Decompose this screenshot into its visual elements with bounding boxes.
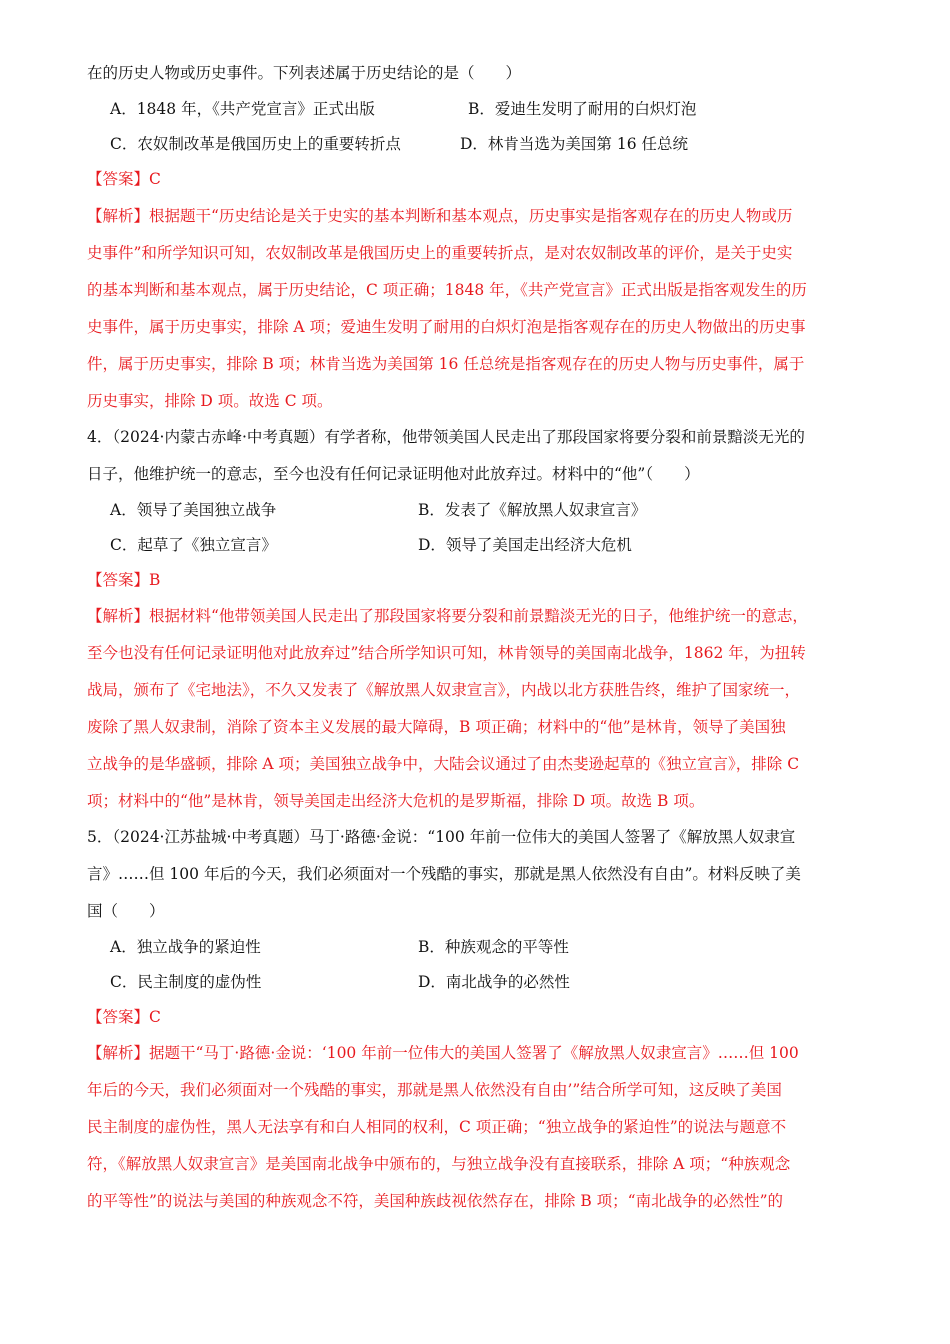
q5-option-a: A．独立战争的紧迫性 xyxy=(110,938,261,956)
q3-option-b: B．爱迪生发明了耐用的白炽灯泡 xyxy=(468,100,697,118)
q4-analysis-line: 【解析】根据材料“他带领美国人民走出了那段国家将要分裂和前景黯淡无光的日子，他维护统一的意志， xyxy=(87,607,808,625)
q5-option-b: B．种族观念的平等性 xyxy=(418,938,569,956)
q4-option-c: C．起草了《独立宣言》 xyxy=(110,536,277,554)
q5-option-d: D．南北战争的必然性 xyxy=(418,973,570,991)
q5-answer: 【答案】C xyxy=(87,1008,161,1026)
q3-option-d: D．林肯当选为美国第 16 任总统 xyxy=(460,135,689,153)
q5-analysis-line: 的平等性”的说法与美国的种族观念不符，美国种族歧视依然存在，排除 B 项；“南北战争的必然性”的 xyxy=(87,1192,784,1210)
q3-option-c: C．农奴制改革是俄国历史上的重要转折点 xyxy=(110,135,401,153)
q5-option-c: C．民主制度的虚伪性 xyxy=(110,973,262,991)
q3-answer: 【答案】C xyxy=(87,170,161,188)
q3-stem: 在的历史人物或历史事件。下列表述属于历史结论的是（ ） xyxy=(87,64,522,82)
q4-stem-line: 4．（2024·内蒙古赤峰·中考真题）有学者称，他带领美国人民走出了那段国家将要分裂和前景黯淡无光的 xyxy=(87,428,805,446)
q3-analysis-line: 史事件，属于历史事实，排除 A 项；爱迪生发明了耐用的白炽灯泡是指客观存在的历史人物做出的历史事 xyxy=(87,318,806,336)
q4-option-d: D．领导了美国走出经济大危机 xyxy=(418,536,632,554)
q3-analysis-line: 【解析】根据题干“历史结论是关于史实的基本判断和基本观点，历史事实是指客观存在的历史人物或历 xyxy=(87,207,793,225)
q5-analysis-line: 【解析】据题干“马丁·路德·金说：‘100 年前一位伟大的美国人签署了《解放黑人奴隶宣言》……但 100 xyxy=(87,1044,799,1062)
q5-analysis-line: 年后的今天，我们必须面对一个残酷的事实，那就是黑人依然没有自由’”结合所学可知，这反映了美国 xyxy=(87,1081,782,1099)
q3-option-a: A．1848 年，《共产党宣言》正式出版 xyxy=(110,100,375,118)
q5-analysis-line: 符，《解放黑人奴隶宣言》是美国南北战争中颁布的，与独立战争没有直接联系，排除 A 项；“种族观念 xyxy=(87,1155,791,1173)
q4-option-a: A．领导了美国独立战争 xyxy=(110,501,277,519)
q5-stem-line: 5．（2024·江苏盐城·中考真题）马丁·路德·金说：“100 年前一位伟大的美国人签署了《解放黑人奴隶宣 xyxy=(87,828,796,846)
q5-stem-line: 国（ ） xyxy=(87,902,165,920)
q3-analysis-line: 历史事实，排除 D 项。故选 C 项。 xyxy=(87,392,333,410)
q3-analysis-line: 件，属于历史事实，排除 B 项；林肯当选为美国第 16 任总统是指客观存在的历史人物与历史事件，属于 xyxy=(87,355,805,373)
q4-analysis-line: 立战争的是华盛顿，排除 A 项；美国独立战争中，大陆会议通过了由杰斐逊起草的《独立宣言》，排除 C xyxy=(87,755,800,773)
q4-option-b: B．发表了《解放黑人奴隶宣言》 xyxy=(418,501,647,519)
q5-analysis-line: 民主制度的虚伪性，黑人无法享有和白人相同的权利，C 项正确；“独立战争的紧迫性”的说法与题意不 xyxy=(87,1118,787,1136)
q4-analysis-line: 项；材料中的“他”是林肯，领导美国走出经济大危机的是罗斯福，排除 D 项。故选 B 项。 xyxy=(87,792,705,810)
q4-answer: 【答案】B xyxy=(87,571,161,589)
q3-analysis-line: 的基本判断和基本观点，属于历史结论，C 项正确；1848 年，《共产党宣言》正式出版是指客观发生的历 xyxy=(87,281,807,299)
q4-stem-line: 日子，他维护统一的意志，至今也没有任何记录证明他对此放弃过。材料中的“他”（ ） xyxy=(87,465,700,483)
q5-stem-line: 言》……但 100 年后的今天，我们必须面对一个残酷的事实，那就是黑人依然没有自由”。材料反映了美 xyxy=(87,865,801,883)
q4-analysis-line: 废除了黑人奴隶制，消除了资本主义发展的最大障碍，B 项正确；材料中的“他”是林肯，领导了美国独 xyxy=(87,718,786,736)
q3-analysis-line: 史事件”和所学知识可知，农奴制改革是俄国历史上的重要转折点，是对农奴制改革的评价，是关于史实 xyxy=(87,244,793,262)
q4-analysis-line: 至今也没有任何记录证明他对此放弃过”结合所学知识可知，林肯领导的美国南北战争，1862 年，为扭转 xyxy=(87,644,806,662)
q4-analysis-line: 战局，颁布了《宅地法》，不久又发表了《解放黑人奴隶宣言》，内战以北方获胜告终，维护了国家统一， xyxy=(87,681,801,699)
